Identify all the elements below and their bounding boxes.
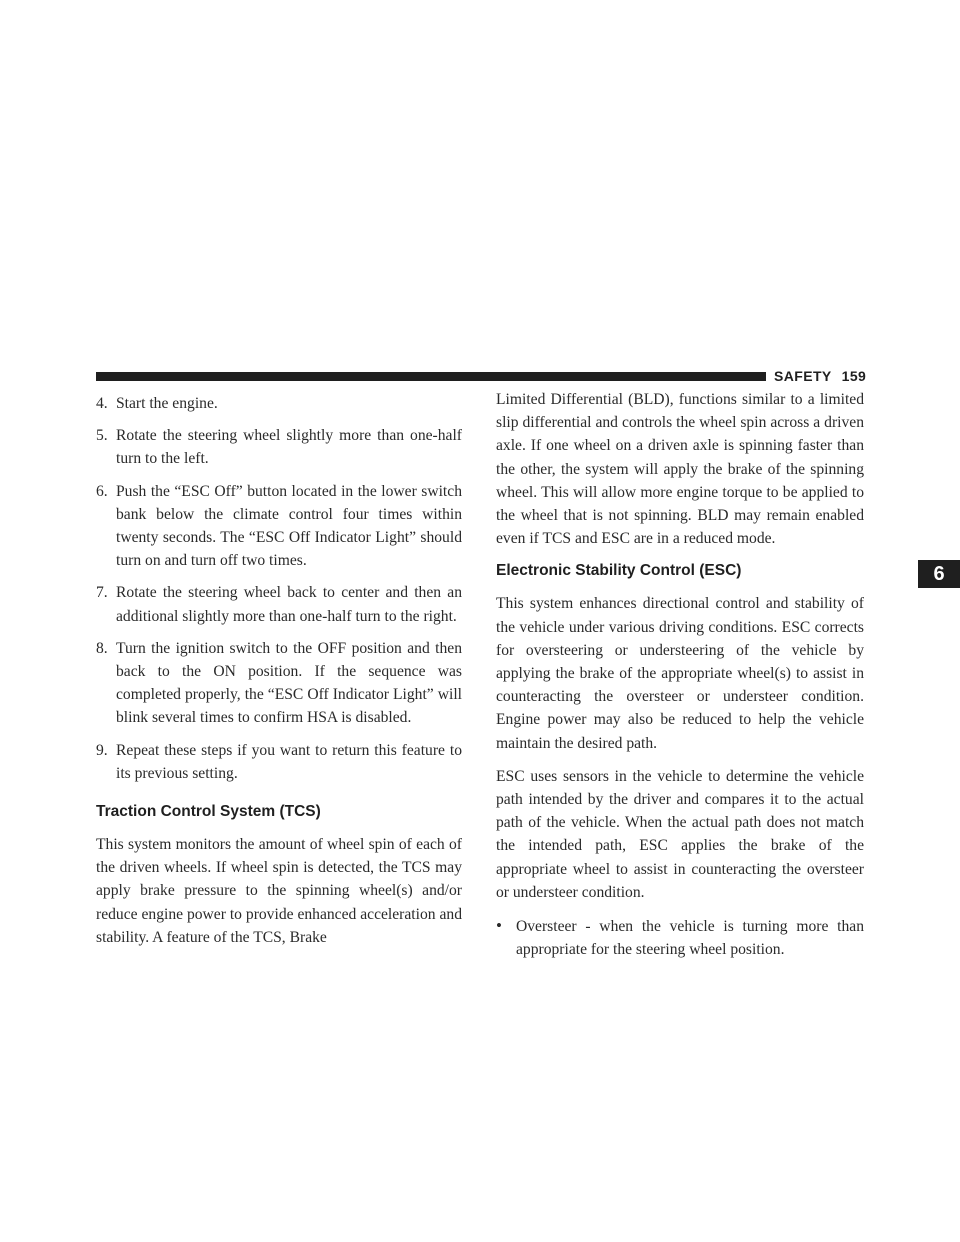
step-number: 5. xyxy=(96,427,108,445)
tcs-paragraph: This system monitors the amount of wheel spin of each of the driven wheels. If wheel spin is detected, the TCS may apply brake pressure to the spinning wheel(s) and/or reduce engine power to provide enhanced acceleration and stability. A feature of the TCS, Brake xyxy=(96,836,462,946)
esc-paragraph: ESC uses sensors in the vehicle to determine the vehicle path intended by the driver and compares it to the actual path of the vehicle. When the actual path does not match the intended path, ESC applies the brake of the appropriate wheel to assist in counteracting the oversteer or understeer condition. xyxy=(496,767,864,901)
bullet-text: Oversteer - when the vehicle is turning more than appropriate for the steering wheel position. xyxy=(516,918,864,959)
bullet-icon: • xyxy=(496,916,502,936)
page-number: 159 xyxy=(841,368,867,384)
esc-paragraph: This system enhances directional control and stability of the vehicle under various driving conditions. ESC corrects for oversteering or understeering of the vehicle by applying the brake of the appropriate wheel(s) to assist in counteracting the oversteer or understeer condition. Engine power may also be reduced to help the vehicle maintain the desired path. xyxy=(496,595,864,752)
step-item xyxy=(96,392,462,415)
step-number: 6. xyxy=(96,482,108,500)
step-text: Start the engine. xyxy=(116,395,218,412)
section-title: SAFETY xyxy=(774,368,832,384)
step-item xyxy=(96,739,462,785)
tcs-heading: Traction Control System (TCS) xyxy=(96,803,321,821)
step-item xyxy=(96,424,462,470)
right-column xyxy=(496,388,864,961)
bullet-item xyxy=(496,914,864,961)
step-number: 4. xyxy=(96,395,108,412)
step-item xyxy=(96,581,462,627)
step-number: 9. xyxy=(96,741,108,759)
step-text: Rotate the steering wheel slightly more than one-half turn to the left. xyxy=(116,427,462,468)
left-column xyxy=(96,392,462,959)
header-rule xyxy=(96,372,766,381)
esc-heading: Electronic Stability Control (ESC) xyxy=(496,562,742,580)
step-text: Rotate the steering wheel back to center and then an additional slightly more than one-half turn to the right. xyxy=(116,584,462,625)
step-text: Repeat these steps if you want to return this feature to its previous setting. xyxy=(116,741,462,782)
step-text: Push the “ESC Off” button located in the lower switch bank below the climate control four times within twenty seconds. The “ESC Off Indicator Light” should turn on and turn off two times. xyxy=(116,482,462,570)
step-item xyxy=(96,480,462,573)
tcs-paragraph-continued: Limited Differential (BLD), functions similar to a limited slip differential and controls the wheel spin across a driven axle. If one wheel on a driven axle is spinning faster than the other, the system will apply the brake of the spinning wheel. This will allow more engine torque to be applied to the wheel that is not spinning. BLD may remain enabled even if TCS and ESC are in a reduced mode. xyxy=(496,391,864,548)
chapter-tab: 6 xyxy=(918,560,960,588)
running-header xyxy=(774,368,870,384)
step-number: 8. xyxy=(96,639,108,657)
step-item xyxy=(96,637,462,730)
step-number: 7. xyxy=(96,584,108,602)
step-text: Turn the ignition switch to the OFF position and then back to the ON position. If the sequence was completed properly, the “ESC Off Indicator Light” will blink several times to confirm HSA is disabled. xyxy=(116,639,462,727)
